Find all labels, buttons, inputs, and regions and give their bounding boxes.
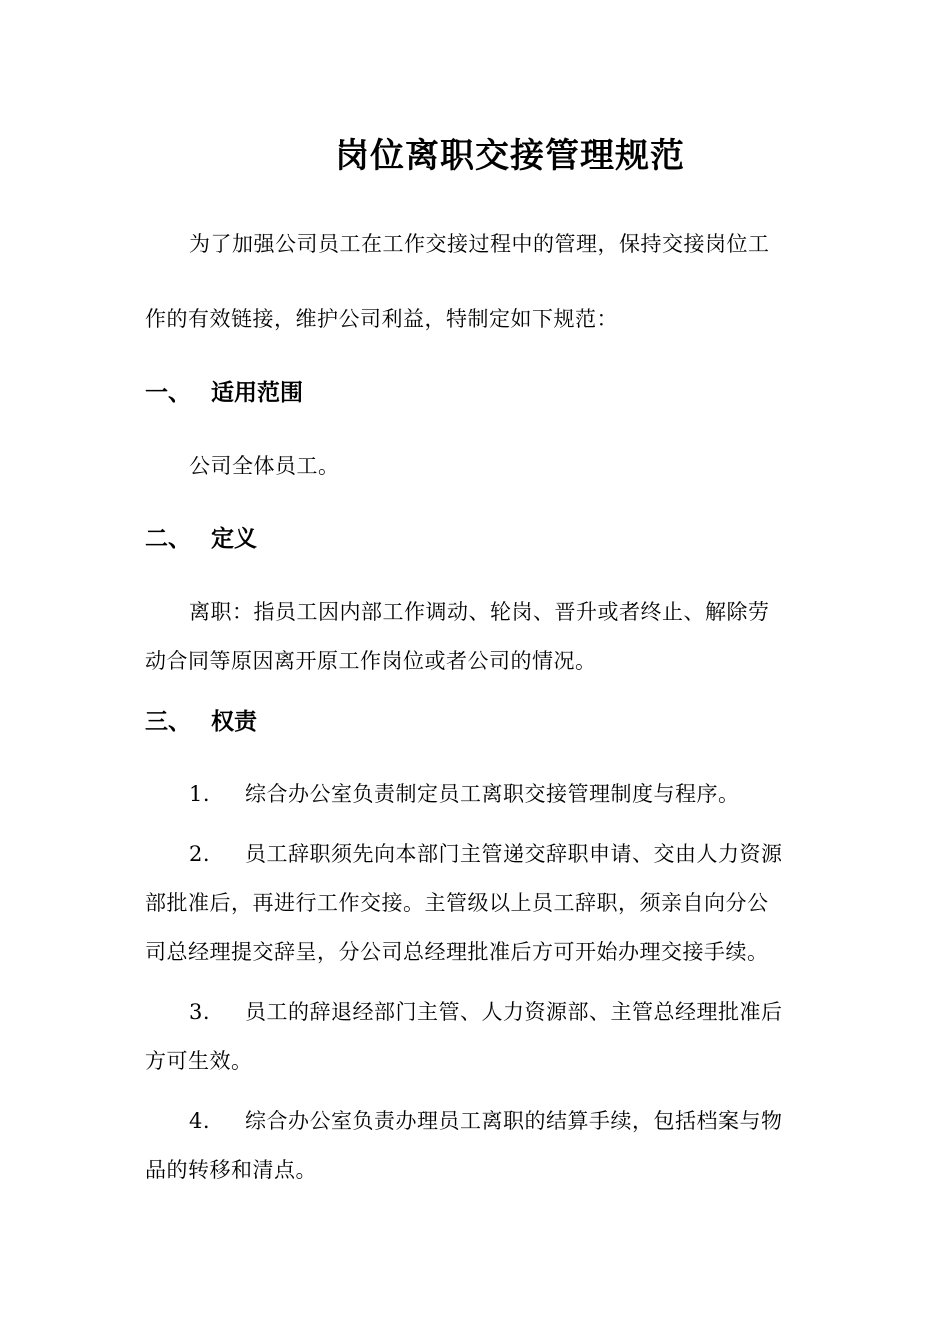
definition-line-1: 离职：指员工因内部工作调动、轮岗、晋升或者终止、解除劳 [189,600,770,624]
section-heading-definition [145,520,257,553]
list-item-3 [189,996,854,1026]
list-item-number: 2. [189,842,211,866]
list-item-4-line-2: 品的转移和清点。 [145,1158,317,1182]
section-title: 定义 [211,525,257,552]
document-title: 岗位离职交接管理规范 [335,136,685,176]
section-number: 二、 [145,525,191,552]
section-heading-responsibilities [145,703,257,736]
intro-line-1: 为了加强公司员工在工作交接过程中的管理，保持交接岗位工 [189,232,770,256]
list-item-2-line-3: 司总经理提交辞呈，分公司总经理批准后方可开始办理交接手续。 [145,940,769,964]
section-title: 适用范围 [211,379,303,406]
list-item-3-line-2: 方可生效。 [145,1049,253,1073]
section-number: 三、 [145,708,191,735]
definition-line-2: 动合同等原因离开原工作岗位或者公司的情况。 [145,649,597,673]
list-item-1 [189,778,854,808]
list-item-4 [189,1105,854,1135]
section-heading-scope [145,374,303,407]
scope-text: 公司全体员工。 [189,454,340,478]
list-item-number: 1. [189,782,211,806]
section-title: 权责 [211,708,257,735]
intro-line-2: 作的有效链接，维护公司利益，特制定如下规范： [145,307,618,331]
list-item-text: 综合办公室负责办理员工离职的结算手续，包括档案与物 [245,1109,783,1133]
list-item-2 [189,838,854,868]
list-item-2-line-2: 部批准后，再进行工作交接。主管级以上员工辞职，须亲自向分公 [145,891,769,915]
list-item-text: 综合办公室负责制定员工离职交接管理制度与程序。 [245,782,740,806]
list-item-text: 员工辞职须先向本部门主管递交辞职申请、交由人力资源 [245,842,783,866]
section-number: 一、 [145,379,191,406]
list-item-number: 3. [189,1000,211,1024]
list-item-number: 4. [189,1109,211,1133]
list-item-text: 员工的辞退经部门主管、人力资源部、主管总经理批准后 [245,1000,783,1024]
